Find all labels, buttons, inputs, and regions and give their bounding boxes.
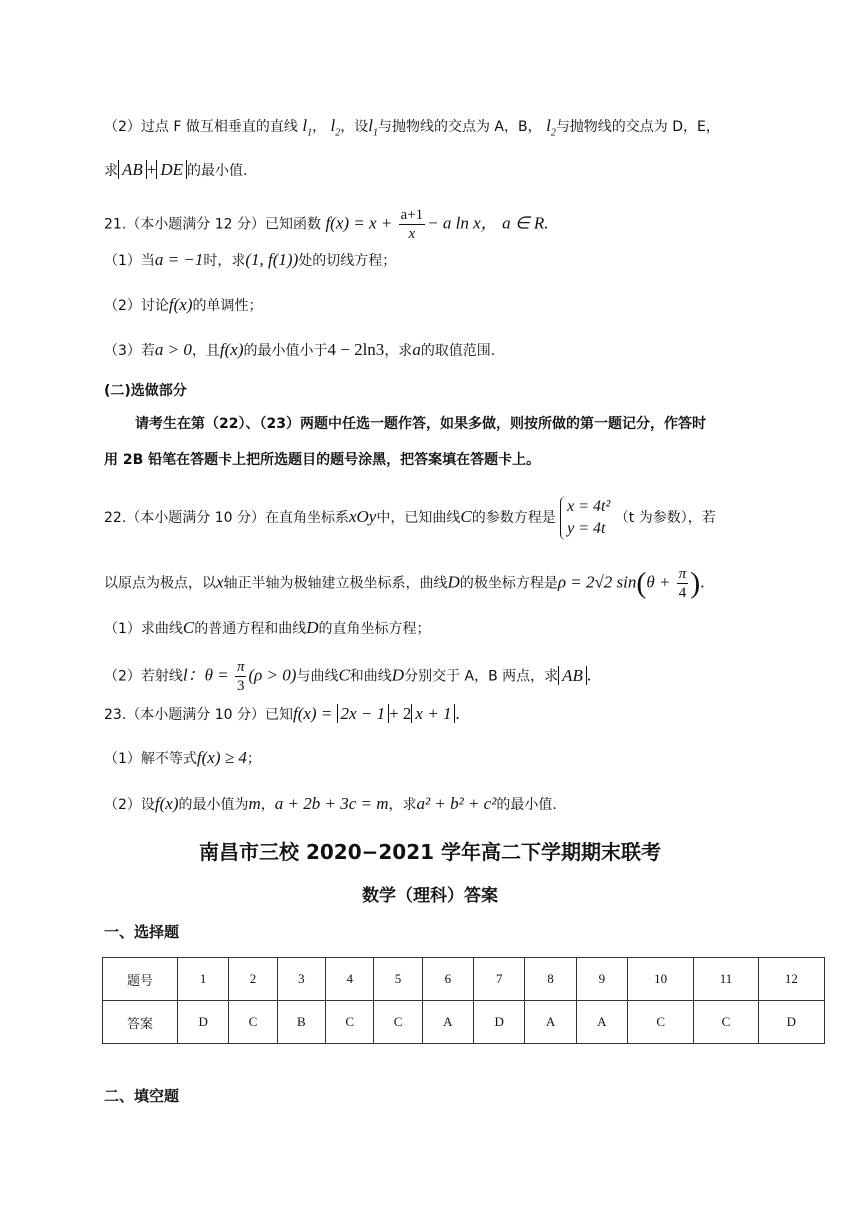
numerator: π [236, 659, 245, 675]
text: 分别交于 A，B 两点，求 [404, 668, 559, 685]
text: 与抛物线的交点为 A，B， [377, 119, 542, 135]
table-cell: 3 [277, 958, 325, 1001]
curve-c: C [460, 507, 472, 526]
elective-instr2: 用 2B 铅笔在答题卡上把所选题目的题号涂黑，把答案填在答题卡上。 [104, 452, 541, 468]
answer-subtitle: 数学（理科）答案 [362, 886, 498, 906]
table-cell: B [277, 1001, 325, 1044]
func: − a ln x， [427, 213, 498, 233]
text: （3）若 [104, 343, 155, 359]
text: （2）设 [104, 797, 155, 813]
q21-part1 [104, 250, 396, 271]
l1: l [302, 116, 308, 135]
abs-ab: AB [558, 666, 587, 685]
func: f(x) [154, 794, 179, 813]
text: 的普通方程和曲线 [194, 621, 307, 637]
table-cell: 10 [628, 958, 694, 1001]
q21-part3 [104, 340, 495, 361]
text: 处的切线方程； [298, 253, 397, 269]
text: 的最小值. [187, 163, 248, 179]
table-cell: C [694, 1001, 758, 1044]
comma: ， [312, 119, 327, 135]
q20-part2-line1 [104, 116, 720, 143]
fraction [399, 206, 426, 243]
denominator: x [408, 226, 416, 242]
table-row-numbers [103, 958, 825, 1001]
table-cell: A [576, 1001, 627, 1044]
x: x [216, 572, 224, 592]
paren-close: ) [690, 566, 701, 600]
expr: a² + b² + c² [416, 794, 497, 813]
func: f(x) [168, 295, 193, 314]
numerator: π [678, 566, 687, 582]
func: f(x) = [292, 704, 337, 723]
text: 时，求 [203, 253, 246, 269]
ray: l：θ = [182, 665, 233, 685]
answer-title: 南昌市三校 2020−2021 学年高二下学期期末联考 [198, 840, 661, 864]
curve-c: C [182, 618, 195, 637]
plus2: + 2 [389, 704, 412, 723]
theta: θ + [646, 572, 675, 592]
plus: + [146, 160, 157, 179]
text: 22.（本小题满分 10 分）在直角坐标系 [104, 510, 349, 526]
text: （2）若射线 [104, 668, 183, 685]
q22-line2 [104, 565, 704, 602]
text: ，设 [340, 119, 369, 135]
func: f(x) = x + [325, 213, 397, 233]
table-cell: D [178, 1001, 229, 1044]
text: 中，已知曲线 [376, 510, 461, 526]
table-cell: 8 [525, 958, 576, 1001]
denominator: 4 [678, 585, 687, 601]
text: （1）当 [104, 253, 155, 269]
value: 4 − 2ln3 [327, 340, 385, 359]
l2: l [330, 116, 336, 135]
text: 与抛物线的交点为 D，E， [555, 119, 720, 135]
param-system [560, 496, 610, 540]
text: 的参数方程是 [471, 510, 556, 526]
text: （1）解不等式 [104, 751, 197, 767]
abs-ab: AB [118, 160, 147, 179]
q21-header [104, 206, 549, 243]
q22-part1 [104, 618, 431, 639]
elective-heading: (二)选做部分 [104, 383, 187, 399]
text: 的直角坐标方程； [318, 621, 431, 637]
abs1: 2x − 1 [337, 704, 390, 723]
q23-header [104, 704, 460, 725]
pi-over-3 [235, 658, 247, 695]
text: 的取值范围. [420, 343, 496, 359]
q21-part2 [104, 295, 263, 316]
q23-part2 [104, 794, 557, 815]
table-cell: 7 [474, 958, 525, 1001]
text: 的最小值为 [178, 797, 249, 813]
answer-table [102, 957, 825, 1044]
table-cell: 9 [576, 958, 627, 1001]
cond: a = −1 [154, 250, 204, 269]
pi-over-4 [677, 565, 689, 602]
table-cell: 2 [229, 958, 277, 1001]
table-cell: 12 [758, 958, 824, 1001]
text: 求 [104, 163, 118, 179]
table-cell: A [525, 1001, 576, 1044]
l1-symbol: $l_1$ [302, 116, 313, 139]
elective-instr1: 请考生在第（22）、（23）两题中任选一题作答，如果多做，则按所做的第一题记分，作答时 [135, 416, 706, 432]
table-cell: C [374, 1001, 422, 1044]
text: ，求 [388, 797, 417, 813]
l2-symbol: $l_2$ [330, 116, 341, 139]
period: . [700, 572, 705, 592]
q22-part2 [104, 658, 591, 695]
abs-de: DE [156, 160, 187, 179]
section-choice: 一、选择题 [104, 923, 180, 941]
q20-part2-line2 [104, 160, 248, 181]
table-cell: C [229, 1001, 277, 1044]
cond: a > 0 [154, 340, 192, 359]
text: （t 为参数），若 [614, 510, 716, 526]
domain: a ∈ R. [502, 213, 549, 233]
table-cell: A [422, 1001, 473, 1044]
text: 的单调性； [192, 298, 263, 314]
curve-d: D [447, 572, 460, 592]
eq1: x = 4t² [567, 498, 611, 515]
paren-open: ( [636, 566, 647, 600]
table-cell: C [326, 1001, 374, 1044]
text: ，求 [384, 343, 413, 359]
table-cell: 11 [694, 958, 758, 1001]
numerator: a+1 [400, 207, 424, 223]
func: f(x) [219, 340, 244, 359]
eq2: y = 4t [567, 520, 606, 537]
inequality: f(x) ≥ 4 [196, 748, 247, 767]
text: 的极坐标方程是 [459, 575, 558, 592]
table-cell: C [628, 1001, 694, 1044]
m: m [248, 794, 261, 813]
text: 以原点为极点，以 [104, 575, 216, 592]
var: a [412, 340, 421, 359]
table-row-answers [103, 1001, 825, 1044]
text: 与曲线 [296, 668, 339, 685]
text: 23.（本小题满分 10 分）已知 [104, 707, 293, 723]
q23-part1 [104, 748, 261, 769]
curve-d: D [391, 665, 405, 685]
table-cell: 1 [178, 958, 229, 1001]
polar-eq: ρ = 2√2 sin [557, 572, 637, 592]
table-cell: 4 [326, 958, 374, 1001]
equation: a + 2b + 3c = m [274, 794, 389, 813]
table-cell: 6 [422, 958, 473, 1001]
table-cell: 5 [374, 958, 422, 1001]
coord-system: xOy [348, 507, 377, 526]
text: 和曲线 [349, 668, 392, 685]
text: ，且 [191, 343, 220, 359]
answer-label: 答案 [103, 1001, 178, 1044]
text: 的最小值小于 [243, 343, 328, 359]
text: 的最小值. [496, 797, 557, 813]
abs2: x + 1 [411, 704, 455, 723]
text: （1）求曲线 [104, 621, 183, 637]
text: 21.（本小题满分 12 分）已知函数 [104, 216, 321, 233]
period: . [586, 665, 592, 685]
text: （2）讨论 [104, 298, 169, 314]
header-label: 题号 [103, 958, 178, 1001]
denominator: 3 [236, 678, 245, 694]
point: (1, f(1)) [245, 250, 299, 269]
text: （2）过点 F 做互相垂直的直线 [104, 119, 298, 135]
l1-symbol-b: $l_1$ [368, 116, 378, 139]
text: 轴正半轴为极轴建立极坐标系，曲线 [223, 575, 448, 592]
q22-header [104, 496, 716, 540]
table-cell: D [758, 1001, 824, 1044]
curve-d: D [306, 618, 319, 637]
cond: (ρ > 0) [248, 665, 297, 685]
text: ； [246, 751, 261, 767]
period: . [455, 704, 460, 723]
curve-c: C [338, 665, 350, 685]
table-cell: D [474, 1001, 525, 1044]
text: ， [260, 797, 275, 813]
l2-symbol-b: $l_2$ [546, 116, 556, 139]
section-fill: 二、填空题 [104, 1087, 180, 1105]
